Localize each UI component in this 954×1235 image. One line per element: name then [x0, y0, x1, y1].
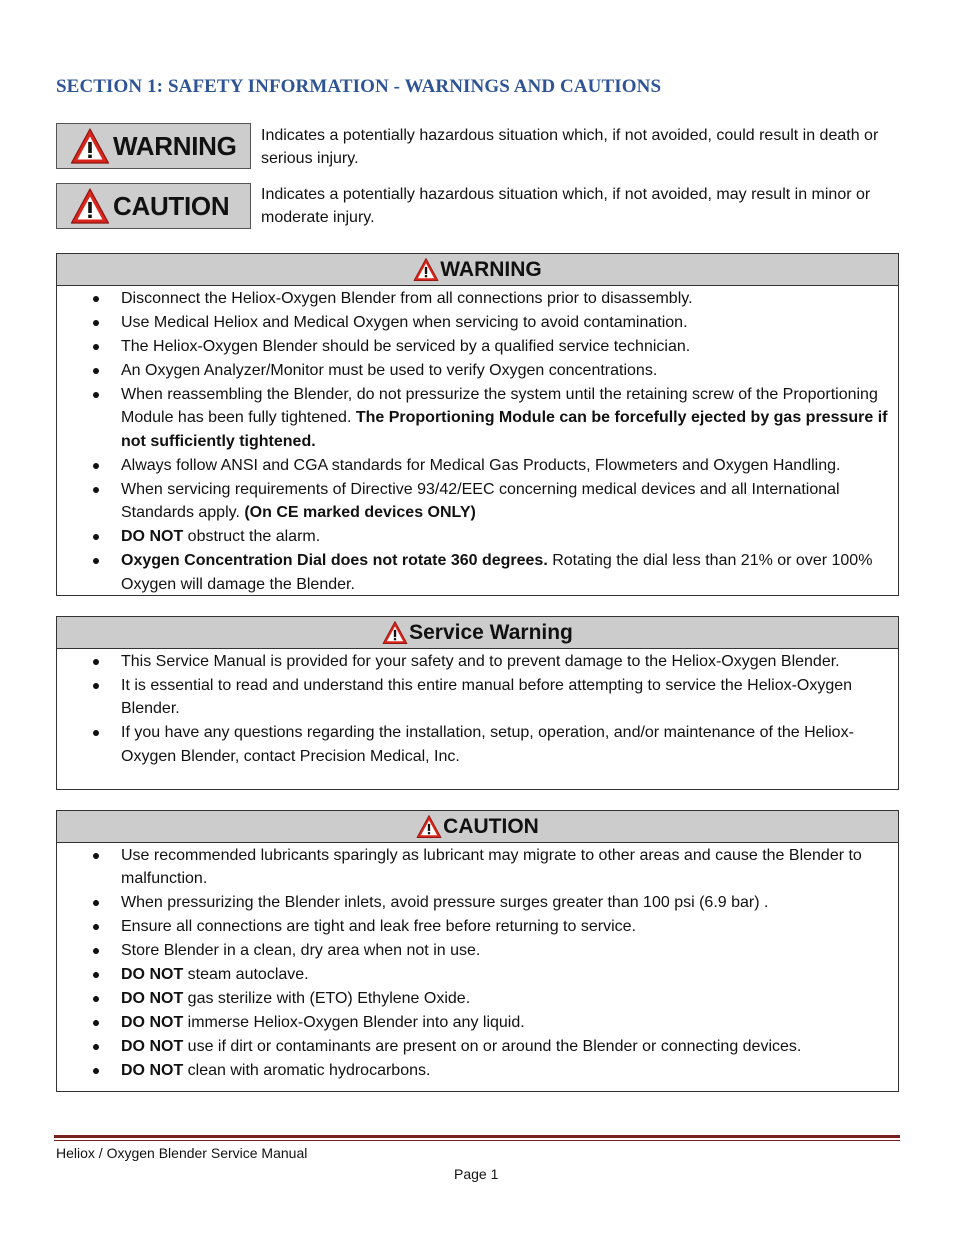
caution-box-title: CAUTION	[443, 814, 539, 838]
service-warning-box	[56, 616, 899, 790]
footer-rule	[54, 1140, 900, 1141]
warning-triangle-icon	[70, 187, 110, 225]
list-item	[57, 1035, 898, 1058]
list-item	[57, 549, 898, 596]
list-item	[57, 359, 898, 382]
list-item	[57, 287, 898, 310]
warning-box	[56, 253, 899, 596]
bullet-icon	[93, 296, 99, 302]
item-text: gas sterilize with (ETO) Ethylene Oxide.	[183, 990, 471, 1008]
item-text: It is essential to read and understand this entire manual before attempting to service the Heliox-Oxygen Blender.	[121, 677, 853, 718]
bullet-icon	[93, 972, 99, 978]
bullet-icon	[93, 368, 99, 374]
list-item	[57, 311, 898, 334]
item-text: steam autoclave.	[183, 966, 309, 984]
caution-list	[57, 843, 898, 1083]
item-text: Disconnect the Heliox-Oxygen Blender from all connections prior to disassembly.	[121, 290, 693, 307]
list-item	[57, 454, 898, 477]
item-emphasis: DO NOT	[121, 1062, 184, 1080]
bullet-icon	[93, 948, 99, 954]
bullet-icon	[93, 730, 99, 736]
caution-box-header	[57, 811, 898, 843]
item-emphasis: The Proportioning Module can be forcefully ejected by gas pressure if not sufficiently tightened.	[121, 409, 888, 450]
item-text: Store Blender in a clean, dry area when not in use.	[121, 942, 481, 960]
warning-triangle-icon	[70, 127, 110, 165]
list-item	[57, 383, 898, 453]
bullet-icon	[93, 463, 99, 469]
item-text: When servicing requirements of Directive 93/42/EEC concerning medical devices and all International Standards apply.	[121, 480, 840, 522]
item-text: Always follow ANSI and CGA standards for Medical Gas Products, Flowmeters and Oxygen Handling.	[121, 456, 841, 474]
item-emphasis: DO NOT	[121, 1014, 184, 1032]
bullet-icon	[93, 659, 99, 665]
item-text: An Oxygen Analyzer/Monitor must be used to verify Oxygen concentrations.	[121, 362, 658, 379]
bullet-icon	[93, 534, 99, 540]
item-emphasis: DO NOT	[121, 990, 184, 1008]
caution-box	[56, 810, 899, 1092]
item-text: If you have any questions regarding the installation, setup, operation, and/or maintenance of the Heliox-Oxygen Blender, contact Precision Medical, Inc.	[121, 724, 854, 765]
list-item	[57, 891, 898, 914]
list-item	[57, 650, 898, 673]
item-text: Rotating the dial less than 21% or over 100% Oxygen will damage the Blender.	[121, 552, 873, 593]
service-warning-list	[57, 649, 898, 768]
caution-legend-label: CAUTION	[113, 190, 230, 221]
item-emphasis: DO NOT	[121, 966, 184, 984]
list-item	[57, 335, 898, 358]
bullet-icon	[93, 1020, 99, 1026]
bullet-icon	[93, 392, 99, 398]
warning-triangle-icon	[413, 257, 439, 282]
warning-triangle-icon	[416, 814, 442, 839]
bullet-icon	[93, 344, 99, 350]
bullet-icon	[93, 1044, 99, 1050]
caution-legend-badge	[56, 183, 251, 229]
list-item	[57, 1059, 898, 1082]
item-text: use if dirt or contaminants are present on or around the Blender or connecting devices.	[183, 1038, 802, 1056]
item-text: The Heliox-Oxygen Blender should be serviced by a qualified service technician.	[121, 338, 691, 355]
item-emphasis: DO NOT	[121, 528, 184, 546]
item-text: obstruct the alarm.	[183, 528, 321, 546]
item-emphasis: Oxygen Concentration Dial does not rotate 360 degrees.	[121, 552, 548, 570]
service-warning-box-header	[57, 617, 898, 649]
bullet-icon	[93, 558, 99, 564]
item-text: Ensure all connections are tight and leak free before returning to service.	[121, 918, 636, 936]
item-text: When reassembling the Blender, do not pressurize the system until the retaining screw of the Proportioning Module has been fully tightened.	[121, 386, 878, 427]
caution-legend-description: Indicates a potentially hazardous situation which, if not avoided, may result in minor or moderate injury.	[261, 186, 871, 226]
item-text: This Service Manual is provided for your safety and to prevent damage to the Heliox-Oxygen Blender.	[121, 653, 840, 670]
bullet-icon	[93, 487, 99, 493]
item-text: immerse Heliox-Oxygen Blender into any liquid.	[183, 1014, 525, 1032]
bullet-icon	[93, 996, 99, 1002]
list-item	[57, 939, 898, 962]
bullet-icon	[93, 683, 99, 689]
bullet-icon	[93, 320, 99, 326]
list-item	[57, 674, 898, 721]
footer-rule	[54, 1135, 900, 1138]
item-text: Use Medical Heliox and Medical Oxygen when servicing to avoid contamination.	[121, 314, 688, 331]
warning-legend-label: WARNING	[113, 130, 237, 161]
warning-list	[57, 286, 898, 596]
item-text: When pressurizing the Blender inlets, avoid pressure surges greater than 100 psi (6.9 bar) .	[121, 894, 769, 912]
warning-box-title: WARNING	[440, 257, 542, 281]
list-item	[57, 1011, 898, 1034]
bullet-icon	[93, 900, 99, 906]
warning-box-header	[57, 254, 898, 286]
section-title: SECTION 1: SAFETY INFORMATION - WARNINGS AND CAUTIONS	[56, 76, 662, 97]
list-item	[57, 844, 898, 891]
list-item	[57, 478, 898, 525]
list-item	[57, 525, 898, 548]
item-text: clean with aromatic hydrocarbons.	[183, 1062, 431, 1080]
bullet-icon	[93, 853, 99, 859]
list-item	[57, 915, 898, 938]
footer-manual-title: Heliox / Oxygen Blender Service Manual	[56, 1145, 308, 1161]
warning-triangle-icon	[382, 620, 408, 645]
item-text: Use recommended lubricants sparingly as lubricant may migrate to other areas and cause the Blender to malfunction.	[121, 847, 862, 888]
list-item	[57, 963, 898, 986]
page-number: Page 1	[454, 1166, 499, 1182]
item-emphasis: DO NOT	[121, 1038, 184, 1056]
list-item	[57, 721, 898, 768]
bullet-icon	[93, 924, 99, 930]
warning-legend-description: Indicates a potentially hazardous situation which, if not avoided, could result in death or serious injury.	[261, 127, 879, 167]
list-item	[57, 987, 898, 1010]
bullet-icon	[93, 1068, 99, 1074]
warning-legend-badge	[56, 123, 251, 169]
item-emphasis: (On CE marked devices ONLY)	[244, 504, 476, 522]
service-warning-box-title: Service Warning	[409, 620, 573, 644]
